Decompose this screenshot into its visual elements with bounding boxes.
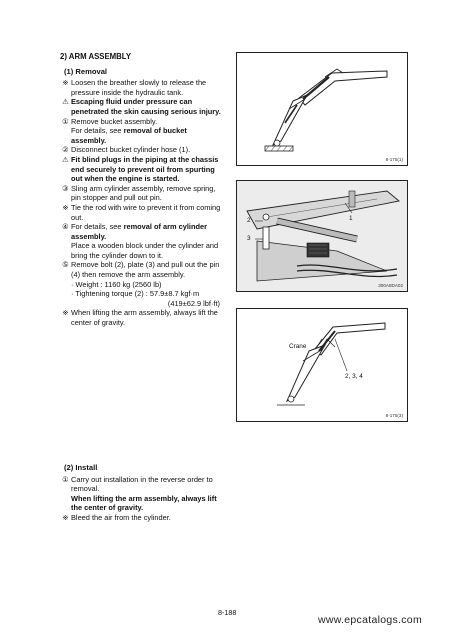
- crane-lift-illustration: [237, 309, 407, 421]
- step-text: Sling arm cylinder assembly, remove spring, pin stopper and pull out pin.: [71, 183, 216, 203]
- weight-spec: · Weight : 1160 kg (2560 lb): [71, 279, 162, 289]
- step-number: ②: [62, 145, 69, 155]
- removal-note-lifting: [60, 308, 222, 327]
- step-text: Fit blind plugs in the piping at the chassis end securely to prevent oil from spurting out when the engine is started.: [71, 154, 219, 184]
- removal-step-3: [60, 184, 222, 203]
- callout-crane: Crane: [289, 343, 307, 350]
- figure-crane-lift: [236, 308, 408, 422]
- removal-step-2: [60, 145, 222, 155]
- figure-code: 300A8DA02: [378, 283, 403, 288]
- step-text: Escaping fluid under pressure can penetrated the skin causing serious injury.: [71, 97, 221, 116]
- figure-code: 8-175(1): [385, 157, 403, 162]
- note-mark: ※: [62, 202, 69, 212]
- detail-prefix: For details, see: [71, 126, 124, 136]
- step-number: ①: [62, 474, 69, 484]
- torque-imperial-spec: (419±62.9 lbf·ft): [167, 298, 220, 308]
- step-number: ①: [62, 116, 69, 126]
- pin-removal-illustration: [237, 181, 407, 291]
- callout-plate-3: 3: [247, 235, 251, 242]
- note-mark: ※: [62, 78, 69, 88]
- detail-bold: removal of bucket assembly.: [71, 126, 187, 145]
- figure-code: 8-175(3): [385, 413, 403, 418]
- callout-hose-1: 1: [349, 215, 353, 222]
- step-text: Remove bolt (2), plate (3) and pull out the pin (4) then remove the arm assembly.: [71, 260, 220, 280]
- removal-step-note-breather: [60, 78, 222, 97]
- install-note-bleed: [60, 513, 222, 523]
- step-number: ⑤: [62, 260, 69, 270]
- removal-section: [60, 52, 222, 328]
- step-text: Loosen the breather slowly to release the pressure inside the hydraulic tank.: [71, 78, 207, 97]
- removal-note-rod: [60, 203, 222, 222]
- page-number: 8-188: [218, 608, 237, 617]
- step-number: ③: [62, 183, 69, 193]
- detail-bold: removal of arm cylinder assembly.: [71, 222, 207, 241]
- arm-boom-illustration: [237, 53, 407, 165]
- bucket-detail-ref: [60, 126, 222, 145]
- install-bold-note: When lifting the arm assembly, always lift the center of gravity.: [71, 493, 217, 513]
- figure-pin-removal: [236, 180, 408, 292]
- step-text: Carry out installation in the reverse order to removal.: [71, 474, 213, 494]
- figure-arm-boom: [236, 52, 408, 166]
- step-text: Bleed the air from the cylinder.: [71, 512, 171, 522]
- step-text: Disconnect bucket cylinder hose (1).: [71, 145, 191, 155]
- step-text: [71, 222, 222, 241]
- torque-spec: · Tightening torque (2) : 57.9±8.7 kgf·m: [71, 289, 200, 299]
- watermark-text: www.epcatalogs.com: [317, 614, 422, 626]
- step-text: Tie the rod with wire to prevent it from coming out.: [71, 202, 221, 222]
- step-text: When lifting the arm assembly, always lift the center of gravity.: [71, 308, 218, 328]
- removal-warning-plugs: [60, 155, 222, 184]
- detail-prefix: For details, see: [71, 222, 124, 232]
- removal-title: (1) Removal: [64, 66, 108, 76]
- removal-step-4: [60, 222, 222, 241]
- warning-icon: ⚠: [62, 97, 69, 107]
- removal-step-5: [60, 260, 222, 279]
- step-text: Remove bucket assembly.: [71, 116, 158, 126]
- callout-parts-2-3-4: 2, 3, 4: [345, 373, 363, 380]
- install-section: [60, 463, 222, 523]
- step-number: ④: [62, 222, 69, 232]
- removal-step-1: [60, 117, 222, 127]
- install-title: (2) Install: [64, 463, 98, 472]
- note-mark: ※: [62, 512, 69, 522]
- install-step-1: [60, 475, 222, 494]
- warning-icon: ⚠: [62, 154, 69, 164]
- callout-bolt-2: 2: [247, 217, 251, 224]
- section-title: 2) ARM ASSEMBLY: [60, 52, 132, 61]
- removal-warning-fluid: [60, 97, 222, 116]
- wooden-block-text: Place a wooden block under the cylinder and bring the cylinder down to it.: [71, 241, 219, 260]
- note-mark: ※: [62, 308, 69, 318]
